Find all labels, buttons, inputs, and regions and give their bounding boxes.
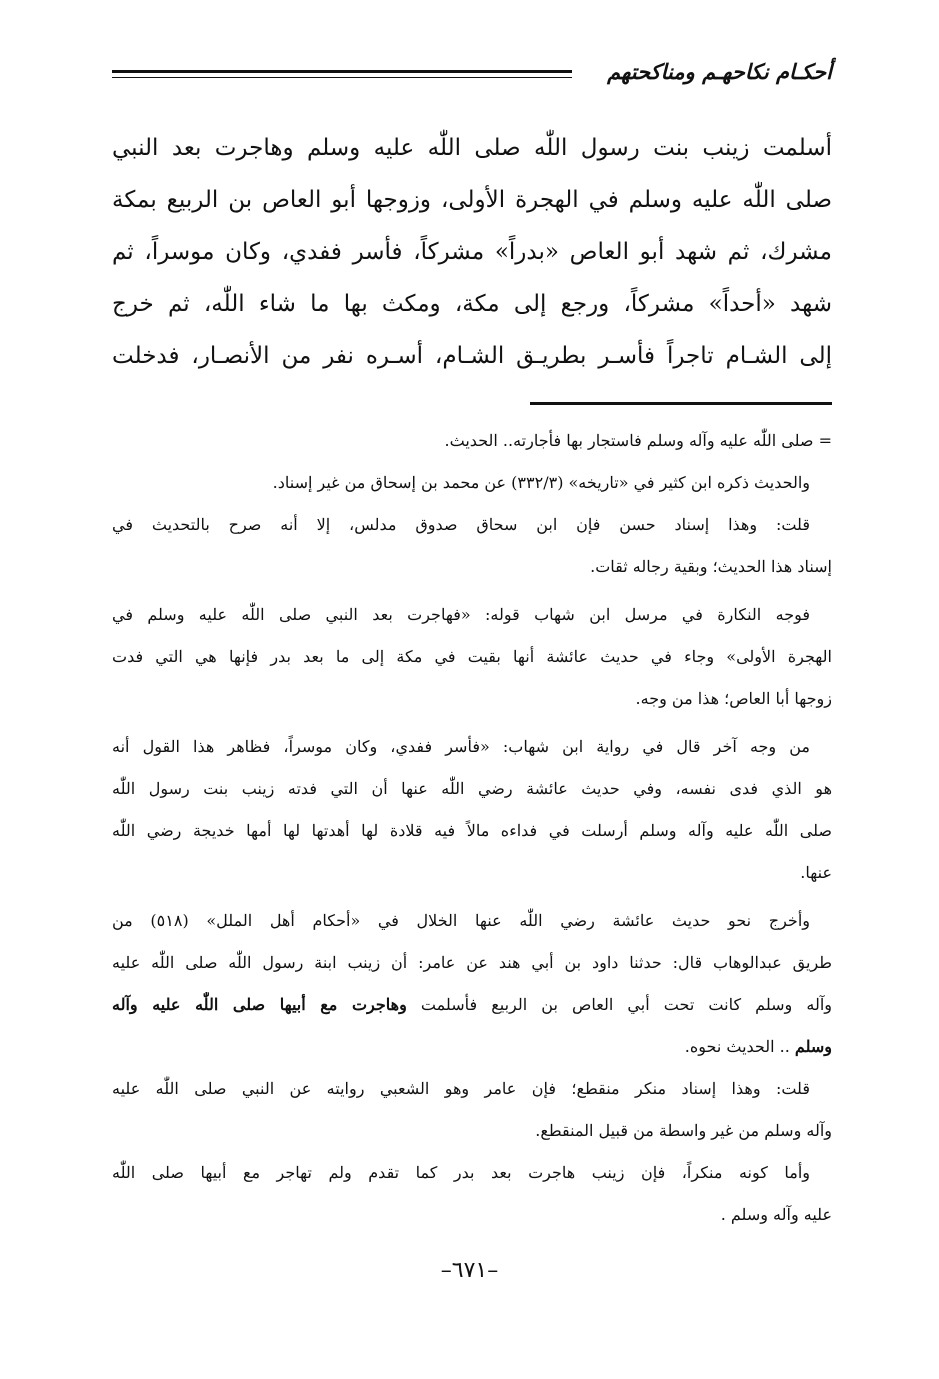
footnote-text: .. الحديث نحوه. [684, 1037, 795, 1056]
footnote-line: قلت: وهذا إسناد منكر منقطع؛ فإن عامر وهو الشعبي روايته عن النبي صلى اللّٰه عليه [112, 1079, 810, 1098]
footnote-line: وأخرج نحو حديث عائشة رضي اللّٰه عنها الخلال في «أحكام أهل الملل» (٥١٨) من [112, 911, 810, 930]
header-rule-thin [112, 77, 572, 78]
footnote-paragraph [112, 594, 832, 720]
footnote-line: فوجه النكارة في مرسل ابن شهاب قوله: «فهاجرت بعد النبي صلى اللّٰه عليه وسلم في [112, 605, 810, 624]
footnote-line: وأما كونه منكراً، فإن زينب هاجرت بعد بدر كما تقدم ولم تهاجر مع أبيها صلى اللّٰه [112, 1163, 811, 1182]
page-number: –٦٧١– [440, 1258, 499, 1283]
footnote-line: عليه وآله وسلم . [720, 1205, 832, 1224]
footnote-line: قلت: وهذا إسناد حسن فإن ابن سحاق صدوق مدلس، إلا أنه صرح بالتحديث في [112, 515, 810, 534]
footnote-line: والحديث ذكره ابن كثير في «تاريخه» (٣٣٢/٣) عن محمد بن إسحاق من غير إسناد. [272, 473, 810, 492]
footnote-text: وآله وسلم كانت تحت أبي العاص بن الربيع فأسلمت [406, 995, 833, 1014]
footnote-line-mixed [112, 1026, 832, 1068]
main-line: صلى اللّٰه عليه وسلم في الهجرة الأولى، وزوجها أبو العاص بن الربيع بمكة [112, 187, 832, 213]
footnote-line: وآله وسلم من غير واسطة من قبيل المنقطع. [535, 1121, 832, 1140]
footnote-line: الهجرة الأولى» وجاء في حديث عائشة أنها بقيت في مكة إلى ما بعد بدر فإنها هي التي فدت [112, 647, 832, 666]
footnote-paragraph [112, 1152, 832, 1236]
running-header [112, 58, 832, 92]
footnote-line: طريق عبدالوهاب قال: حدثنا داود بن أبي هند عن عامر: أن زينب ابنة رسول اللّٰه صلى اللّٰه عليه [112, 953, 832, 972]
footnote-bold-text: وهاجرت مع أبيها صلى اللّٰه عليه وآله [112, 995, 407, 1014]
footnote-bold-text: وسلم [794, 1037, 832, 1056]
footnote-paragraph [112, 726, 832, 894]
header-rule-thick [112, 70, 572, 73]
footnote-line: = صلى اللّٰه عليه وآله وسلم فاستجار بها فأجارته.. الحديث. [444, 431, 832, 450]
footnote-paragraph [112, 1068, 832, 1152]
footnote-line: صلى اللّٰه عليه وآله وسلم أرسلت في فداءه مالاً فيه قلادة لها أهدتها لها أمها خديجة رضي اللّٰه [112, 821, 832, 840]
footnote-line: عنها. [800, 863, 832, 882]
footnote-line: هو الذي فدى نفسه، وفي حديث عائشة رضي اللّٰه عنها أن التي فدته زينب بنت رسول اللّٰه [112, 779, 832, 798]
main-line: مشرك، ثم شهد أبو العاص «بدراً» مشركاً، فأسر ففدي، وكان موسراً، ثم [112, 239, 832, 265]
footnote-line: زوجها أبا العاص؛ هذا من وجه. [635, 689, 832, 708]
footnote-paragraph [112, 420, 832, 462]
main-line: إلى الشـام تاجراً فأسـر بطريـق الشـام، أسـره نفر من الأنصـار، فدخلت [112, 343, 832, 369]
footnote-paragraph [112, 504, 832, 588]
main-body-text [112, 122, 832, 382]
footnote-line: إسناد هذا الحديث؛ وبقية رجاله ثقات. [590, 557, 832, 576]
footnotes [112, 420, 832, 1236]
footnote-paragraph [112, 900, 832, 1068]
footnote-paragraph [112, 462, 832, 504]
header-title: أحكـام نكاحهـم ومناكحتهم [607, 60, 832, 84]
main-line: أسلمت زينب بنت رسول اللّٰه صلى اللّٰه عليه وسلم وهاجرت بعد النبي [112, 135, 832, 161]
footnote-separator [530, 402, 832, 405]
footnote-line: من وجه آخر قال في رواية ابن شهاب: «فأسر ففدي، وكان موسراً، فظاهر هذا القول أنه [112, 737, 810, 756]
footnote-line-mixed [112, 984, 832, 1026]
main-line: شهد «أحداً» مشركاً، ورجع إلى مكة، ومكث بها ما شاء اللّٰه، ثم خرج [112, 291, 832, 317]
